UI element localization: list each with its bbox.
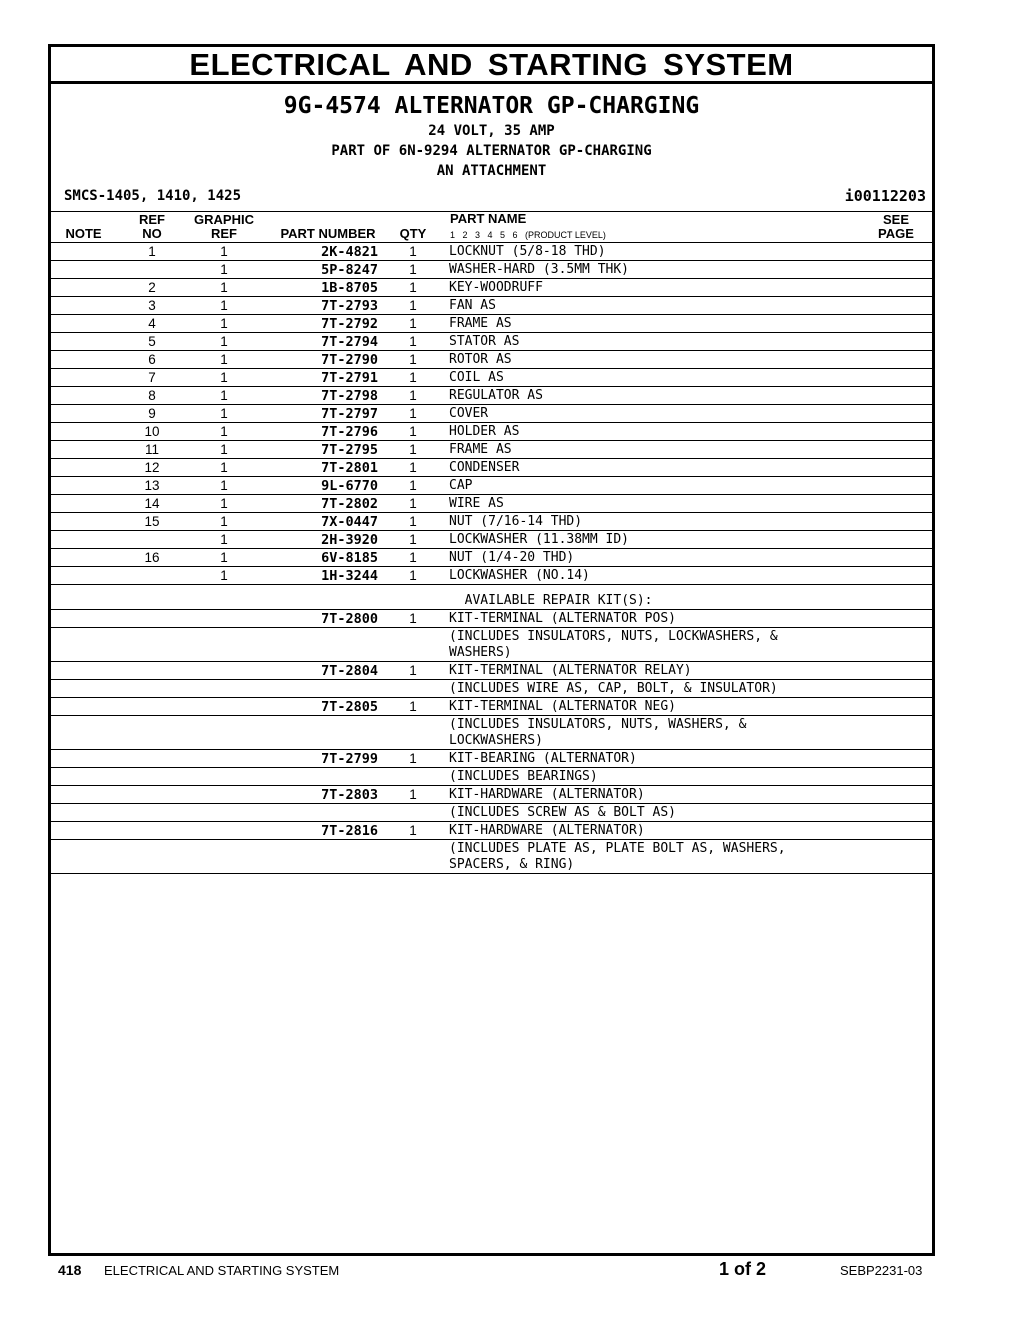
col-graphic-top: GRAPHIC — [194, 212, 254, 227]
table-row — [51, 477, 932, 495]
part-name: KIT-TERMINAL (ALTERNATOR RELAY) — [449, 663, 692, 678]
part-number: 7T-2805 — [321, 699, 378, 715]
graphic-ref: 1 — [220, 370, 228, 385]
part-name: WIRE AS — [449, 496, 504, 511]
footer-section: ELECTRICAL AND STARTING SYSTEM — [104, 1263, 340, 1278]
col-ref-top: REF — [139, 212, 165, 227]
document-number: SEBP2231-03 — [840, 1263, 923, 1278]
part-number: 6V-8185 — [321, 550, 378, 566]
part-name: (INCLUDES BEARINGS) — [449, 769, 598, 784]
part-name: KEY-WOODRUFF — [449, 280, 543, 295]
ref-no: 7 — [148, 370, 156, 385]
parts-table-body — [51, 243, 932, 874]
quantity: 1 — [409, 496, 417, 511]
graphic-ref: 1 — [220, 280, 228, 295]
part-name: (INCLUDES INSULATORS, NUTS, WASHERS, & LOCKWASHERS) — [449, 717, 747, 748]
quantity: 1 — [409, 262, 417, 277]
ref-no: 5 — [148, 334, 156, 349]
quantity: 1 — [409, 388, 417, 403]
table-row — [51, 680, 932, 698]
quantity: 1 — [409, 370, 417, 385]
part-number: 7T-2802 — [321, 496, 378, 512]
table-row — [51, 297, 932, 315]
ref-no: 16 — [144, 550, 160, 565]
quantity: 1 — [409, 611, 417, 626]
quantity: 1 — [409, 568, 417, 583]
ref-no: 2 — [148, 280, 156, 295]
quantity: 1 — [409, 550, 417, 565]
part-number: 7T-2804 — [321, 663, 378, 679]
part-number: 7T-2798 — [321, 388, 378, 404]
col-product-levels: 1 2 3 4 5 6 (PRODUCT LEVEL) — [450, 230, 606, 240]
table-row — [51, 531, 932, 549]
table-row — [51, 405, 932, 423]
table-row — [51, 459, 932, 477]
part-number: 7T-2791 — [321, 370, 378, 386]
table-row — [51, 315, 932, 333]
group-header — [51, 84, 932, 212]
quantity: 1 — [409, 406, 417, 421]
part-name: NUT (1/4-20 THD) — [449, 550, 575, 565]
table-row — [51, 279, 932, 297]
graphic-ref: 1 — [220, 424, 228, 439]
part-number: 1B-8705 — [321, 280, 378, 296]
quantity: 1 — [409, 787, 417, 802]
col-qty: QTY — [399, 226, 427, 241]
table-row — [51, 786, 932, 804]
part-number: 7T-2800 — [321, 611, 378, 627]
part-number: 7X-0447 — [321, 514, 378, 530]
ref-no: 12 — [144, 460, 160, 475]
ref-no: 15 — [144, 514, 160, 529]
table-row — [51, 423, 932, 441]
table-row — [51, 261, 932, 279]
quantity: 1 — [409, 298, 417, 313]
table-row — [51, 662, 932, 680]
part-name: CAP — [449, 478, 473, 493]
column-header — [51, 212, 932, 243]
table-row — [51, 495, 932, 513]
part-name: (INCLUDES PLATE AS, PLATE BOLT AS, WASHERS, SPACERS, & RING) — [449, 841, 786, 872]
quantity: 1 — [409, 663, 417, 678]
quantity: 1 — [409, 699, 417, 714]
group-attachment: AN ATTACHMENT — [436, 163, 547, 179]
col-part-name: PART NAME — [450, 211, 527, 226]
part-name: (INCLUDES INSULATORS, NUTS, LOCKWASHERS, & WASHERS) — [449, 629, 778, 660]
graphic-ref: 1 — [220, 460, 228, 475]
part-name: KIT-TERMINAL (ALTERNATOR NEG) — [449, 699, 676, 714]
part-name: LOCKNUT (5/8-18 THD) — [449, 244, 606, 259]
page-number: 418 — [58, 1262, 82, 1278]
part-name: LOCKWASHER (11.38MM ID) — [449, 532, 630, 547]
part-name: KIT-BEARING (ALTERNATOR) — [449, 751, 637, 766]
col-ref-bottom: NO — [142, 226, 162, 241]
graphic-ref: 1 — [220, 388, 228, 403]
part-name: FRAME AS — [449, 316, 512, 331]
table-row — [51, 822, 932, 840]
quantity: 1 — [409, 316, 417, 331]
part-number: 7T-2796 — [321, 424, 378, 440]
ref-no: 13 — [144, 478, 160, 493]
quantity: 1 — [409, 823, 417, 838]
part-name: HOLDER AS — [449, 424, 520, 439]
part-name: COVER — [449, 406, 489, 421]
section-title: ELECTRICAL AND STARTING SYSTEM — [51, 47, 932, 84]
quantity: 1 — [409, 334, 417, 349]
graphic-ref: 1 — [220, 406, 228, 421]
table-row — [51, 628, 932, 662]
quantity: 1 — [409, 244, 417, 259]
group-title: 9G-4574 ALTERNATOR GP-CHARGING — [283, 93, 700, 119]
table-row — [51, 387, 932, 405]
graphic-ref: 1 — [220, 496, 228, 511]
col-part-number: PART NUMBER — [280, 226, 376, 241]
quantity: 1 — [409, 352, 417, 367]
part-name: STATOR AS — [449, 334, 520, 349]
part-name: KIT-TERMINAL (ALTERNATOR POS) — [449, 611, 676, 626]
part-number: 1H-3244 — [321, 568, 378, 584]
table-row — [51, 369, 932, 387]
ref-no: 9 — [148, 406, 156, 421]
quantity: 1 — [409, 751, 417, 766]
group-spec: 24 VOLT, 35 AMP — [428, 123, 555, 139]
part-number: 7T-2797 — [321, 406, 378, 422]
part-number: 2H-3920 — [321, 532, 378, 548]
ref-no: 1 — [148, 244, 156, 259]
graphic-ref: 1 — [220, 442, 228, 457]
table-row — [51, 768, 932, 786]
quantity: 1 — [409, 460, 417, 475]
col-graphic-bottom: REF — [211, 226, 237, 241]
part-number: 9L-6770 — [321, 478, 378, 494]
ref-no: 3 — [148, 298, 156, 313]
part-name: (INCLUDES SCREW AS & BOLT AS) — [449, 805, 676, 820]
col-see-top: SEE — [882, 212, 909, 227]
part-name: ROTOR AS — [449, 352, 512, 367]
graphic-ref: 1 — [220, 316, 228, 331]
part-name: FAN AS — [449, 298, 496, 313]
part-number: 7T-2801 — [321, 460, 378, 476]
group-parent: PART OF 6N-9294 ALTERNATOR GP-CHARGING — [331, 143, 652, 159]
graphic-ref: 1 — [220, 514, 228, 529]
quantity: 1 — [409, 424, 417, 439]
ref-no: 11 — [144, 442, 159, 457]
page-of: 1 of 2 — [719, 1259, 767, 1279]
table-row — [51, 351, 932, 369]
table-row — [51, 716, 932, 750]
graphic-ref: 1 — [220, 244, 228, 259]
table-row — [51, 567, 932, 585]
ref-no: 8 — [148, 388, 156, 403]
col-see-bottom: PAGE — [878, 226, 914, 241]
table-row — [51, 549, 932, 567]
part-number: 2K-4821 — [321, 244, 378, 260]
part-number: 7T-2803 — [321, 787, 378, 803]
part-name: AVAILABLE REPAIR KIT(S): — [449, 593, 653, 608]
part-number: 7T-2794 — [321, 334, 378, 350]
part-name: KIT-HARDWARE (ALTERNATOR) — [449, 787, 645, 802]
table-row — [51, 243, 932, 261]
ref-no: 6 — [148, 352, 156, 367]
part-name: FRAME AS — [449, 442, 512, 457]
graphic-ref: 1 — [220, 550, 228, 565]
part-number: 7T-2793 — [321, 298, 378, 314]
quantity: 1 — [409, 514, 417, 529]
part-number: 7T-2795 — [321, 442, 378, 458]
part-name: NUT (7/16-14 THD) — [449, 514, 583, 529]
graphic-ref: 1 — [220, 298, 228, 313]
part-name: REGULATOR AS — [449, 388, 543, 403]
part-number: 7T-2799 — [321, 751, 378, 767]
table-row — [51, 804, 932, 822]
graphic-ref: 1 — [220, 568, 228, 583]
table-row — [51, 441, 932, 459]
table-row — [51, 610, 932, 628]
ref-no: 4 — [148, 316, 156, 331]
part-number: 7T-2792 — [321, 316, 378, 332]
part-number: 7T-2790 — [321, 352, 378, 368]
quantity: 1 — [409, 442, 417, 457]
ref-no: 14 — [144, 496, 160, 511]
ref-no: 10 — [144, 424, 160, 439]
table-row — [51, 840, 932, 874]
part-name: LOCKWASHER (NO.14) — [449, 568, 590, 583]
graphic-ref: 1 — [220, 478, 228, 493]
table-row — [51, 698, 932, 716]
graphic-ref: 1 — [220, 532, 228, 547]
table-row — [51, 513, 932, 531]
part-name: KIT-HARDWARE (ALTERNATOR) — [449, 823, 645, 838]
graphic-ref: 1 — [220, 352, 228, 367]
section-subheading-row — [51, 585, 932, 610]
table-row — [51, 750, 932, 768]
part-name: COIL AS — [449, 370, 504, 385]
col-note: NOTE — [65, 226, 102, 241]
part-number: 5P-8247 — [321, 262, 378, 278]
table-row — [51, 333, 932, 351]
part-name: (INCLUDES WIRE AS, CAP, BOLT, & INSULATOR) — [449, 681, 778, 696]
graphic-ref: 1 — [220, 262, 228, 277]
part-name: CONDENSER — [449, 460, 520, 475]
page-footer — [0, 1259, 1020, 1283]
illustration-id: i00112203 — [844, 187, 926, 205]
part-number: 7T-2816 — [321, 823, 378, 839]
graphic-ref: 1 — [220, 334, 228, 349]
quantity: 1 — [409, 478, 417, 493]
smcs-codes: SMCS-1405, 1410, 1425 — [64, 188, 242, 204]
parts-list-frame — [48, 44, 935, 1256]
part-name: WASHER-HARD (3.5MM THK) — [449, 262, 630, 277]
quantity: 1 — [409, 532, 417, 547]
quantity: 1 — [409, 280, 417, 295]
